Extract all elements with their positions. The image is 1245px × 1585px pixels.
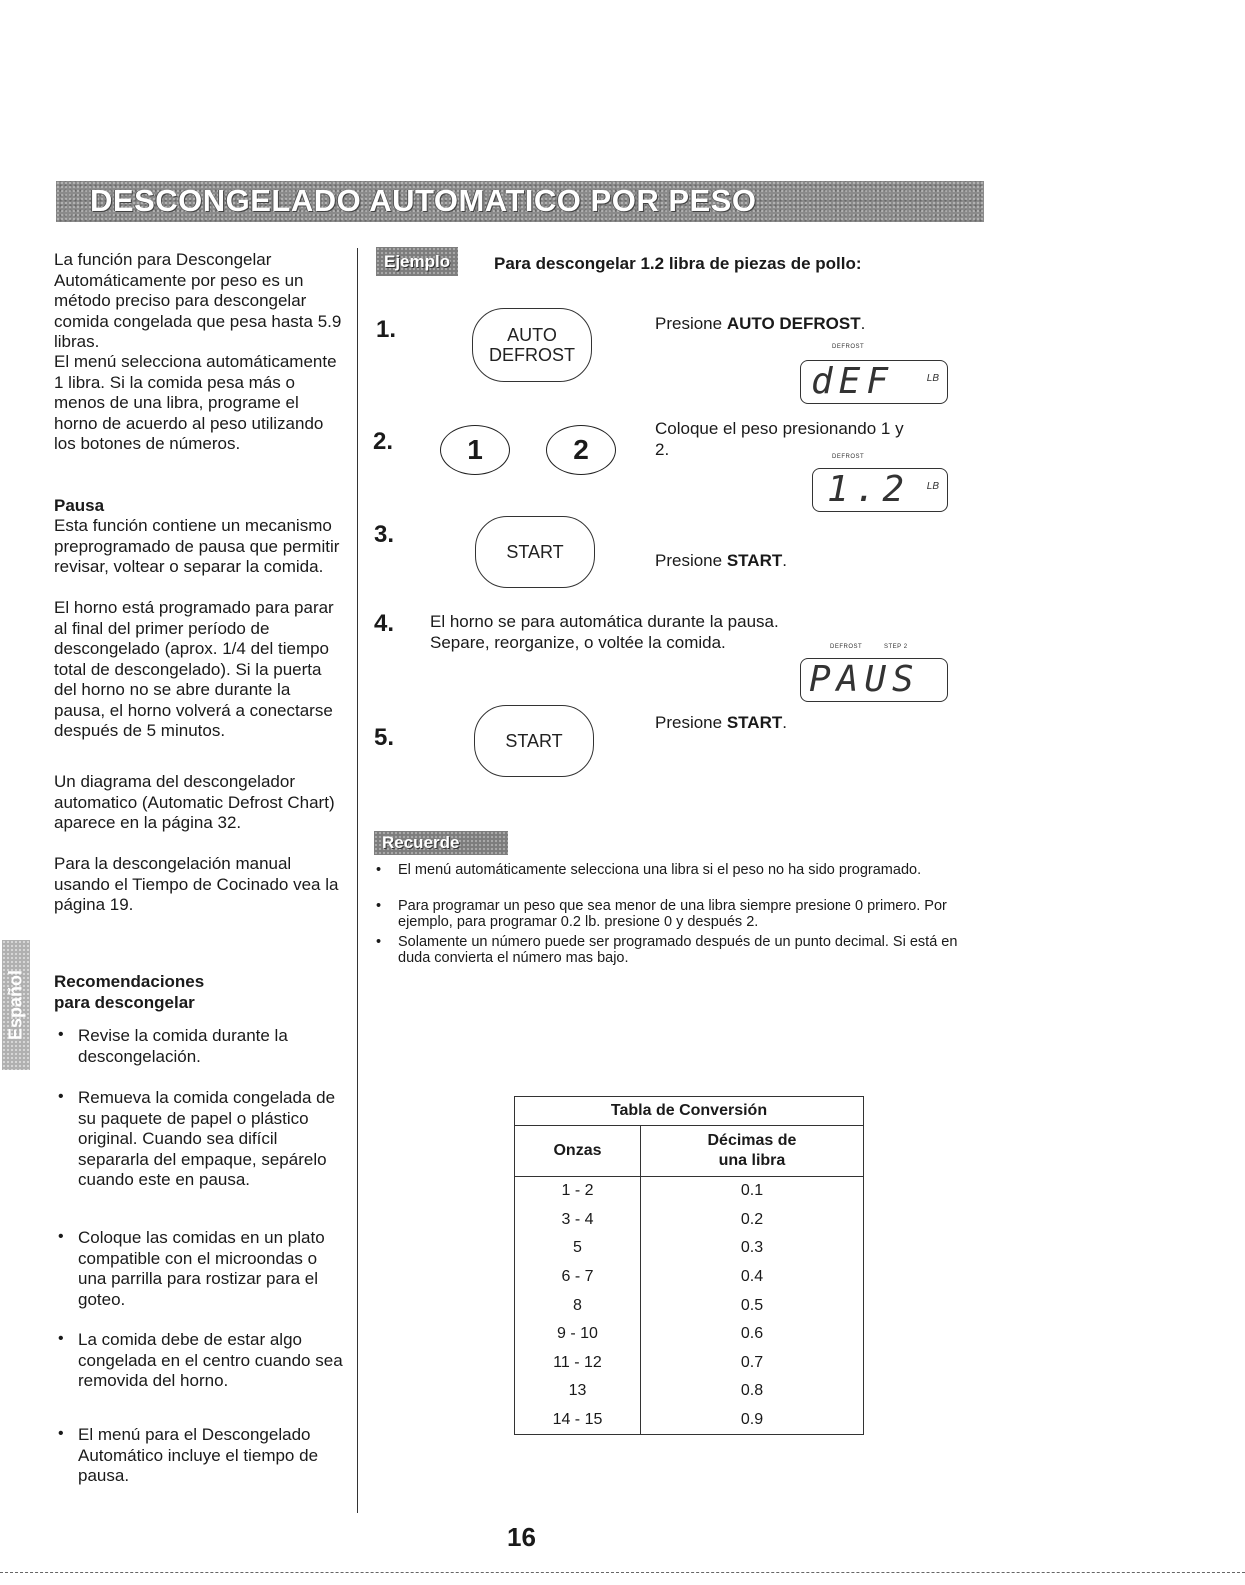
auto-defrost-button-line1: AUTO [507, 325, 557, 345]
number-2-button[interactable]: 2 [546, 425, 616, 475]
page-title: DESCONGELADO AUTOMATICO POR PESO [90, 183, 757, 218]
column-divider [357, 248, 358, 1513]
table-caption: Tabla de Conversión [515, 1097, 864, 1126]
table-row: 5 0.3 [515, 1234, 864, 1263]
table-row: 1 - 2 0.1 [515, 1177, 864, 1206]
table-row: 11 - 12 0.7 [515, 1349, 864, 1378]
lcd-readout: dEF [811, 361, 895, 402]
table-row: 13 0.8 [515, 1377, 864, 1406]
table-row: 9 - 10 0.6 [515, 1320, 864, 1349]
bullet-icon: • [58, 1425, 64, 1442]
page-edge-line [0, 1572, 1245, 1573]
page-number: 16 [507, 1522, 536, 1552]
recommendations-heading-2: para descongelar [54, 993, 195, 1012]
step-number: 3. [374, 521, 395, 548]
step-number: 2. [373, 428, 394, 455]
lcd-readout: PAUS [809, 659, 920, 700]
conversion-table [514, 1096, 864, 1435]
step-3-text: Presione START. [655, 551, 787, 570]
step-1-text: Presione AUTO DEFROST. [655, 314, 866, 333]
auto-defrost-button-line2: DEFROST [488, 345, 575, 365]
lcd-display [800, 360, 948, 404]
remember-tag: Recuerde [374, 831, 508, 855]
language-tab [2, 940, 30, 1070]
bullet-icon: • [58, 1330, 64, 1347]
intro-paragraph-2: El menú selecciona automáticamente 1 libra. Si la comida pesa más o menos de una libra, programe el horno de acuerdo al peso utilizando los botones de números. [54, 352, 337, 453]
display-label: DEFROST [832, 344, 865, 350]
column-header-ounces: Onzas [515, 1126, 641, 1177]
lcd-display [800, 658, 948, 702]
recommendation-item: • Remueva la comida congelada de su paquete de papel o plástico original. Cuando sea difícil separarla del empaque, sepárelo cuando este en pausa. [58, 1088, 336, 1189]
display-label: DEFROST [830, 644, 863, 650]
step-number: 4. [374, 610, 395, 637]
lcd-unit: LB [926, 373, 939, 384]
table-row: 14 - 15 0.9 [515, 1406, 864, 1435]
example-heading: Para descongelar 1.2 libra de piezas de pollo: [494, 254, 862, 273]
table-row: 3 - 4 0.2 [515, 1206, 864, 1235]
table-row: 6 - 7 0.4 [515, 1263, 864, 1292]
display-label: DEFROST [832, 454, 865, 460]
lcd-display [812, 468, 948, 512]
remember-item: • Para programar un peso que sea menor de una libra siempre presione 0 primero. Por ejemplo, para programar 0.2 lb. presione 0 y después 2. [376, 898, 947, 930]
start-button[interactable]: START [474, 705, 594, 777]
table-row: 8 0.5 [515, 1291, 864, 1320]
number-1-button[interactable]: 1 [440, 425, 510, 475]
bullet-icon: • [376, 862, 382, 878]
display-label: STEP 2 [884, 644, 908, 650]
step-number: 5. [374, 724, 395, 751]
pause-paragraph-1: Esta función contiene un mecanismo preprogramado de pausa que permitir revisar, voltear o separar la comida. [54, 516, 340, 576]
remember-item: • El menú automáticamente selecciona una libra si el peso no ha sido programado. [376, 862, 922, 878]
start-button[interactable]: START [475, 516, 595, 588]
recommendation-item: • Coloque las comidas en un plato compatible con el microondas o una parrilla para rostizar para el goteo. [58, 1228, 325, 1309]
step-4-line2: Separe, reorganize, o voltée la comida. [430, 633, 726, 652]
step-number: 1. [376, 316, 397, 343]
step-2-text: Coloque el peso presionando 1 y 2. [655, 419, 904, 459]
bullet-icon: • [58, 1228, 64, 1245]
chart-reference: Un diagrama del descongelador automatico (Automatic Defrost Chart) aparece en la página 32. [54, 772, 335, 832]
pause-heading: Pausa [54, 496, 105, 515]
recommendation-item: • Revise la comida durante la descongelación. [58, 1026, 288, 1066]
recommendations-heading-1: Recomendaciones [54, 972, 205, 991]
lcd-unit: LB [926, 481, 939, 492]
recommendation-item: • El menú para el Descongelado Automático incluye el tiempo de pausa. [58, 1425, 319, 1485]
lcd-readout: 1.2 [827, 469, 911, 510]
remember-item: • Solamente un número puede ser programado después de un punto decimal. Si está en duda convierta el número mas bajo. [376, 934, 958, 966]
intro-paragraph: La función para Descongelar Automáticamente por peso es un método preciso para descongelar comida congelada que pesa hasta 5.9 libras. [54, 250, 342, 351]
example-tag: Ejemplo [376, 247, 458, 276]
auto-defrost-button[interactable] [472, 308, 592, 382]
bullet-icon: • [376, 934, 382, 950]
manual-reference: Para la descongelación manual usando el Tiempo de Cocinado vea la página 19. [54, 854, 339, 914]
bullet-icon: • [58, 1088, 64, 1105]
language-tab-label: Español [5, 969, 26, 1041]
pause-paragraph-2: El horno está programado para parar al final del primer período de descongelado (aprox. 1/4 del tiempo total de descongelado). Si la puerta del horno no se abre durante la pausa, el horno volverá a conectarse después de 5 minutos. [54, 598, 334, 740]
bullet-icon: • [58, 1026, 64, 1043]
step-4-line1: El horno se para automática durante la pausa. [430, 612, 779, 631]
column-header-decimals: Décimas de una libra [640, 1126, 863, 1177]
bullet-icon: • [376, 898, 382, 914]
recommendation-item: • La comida debe de estar algo congelada en el centro cuando sea removida del horno. [58, 1330, 343, 1390]
step-5-text: Presione START. [655, 713, 787, 732]
